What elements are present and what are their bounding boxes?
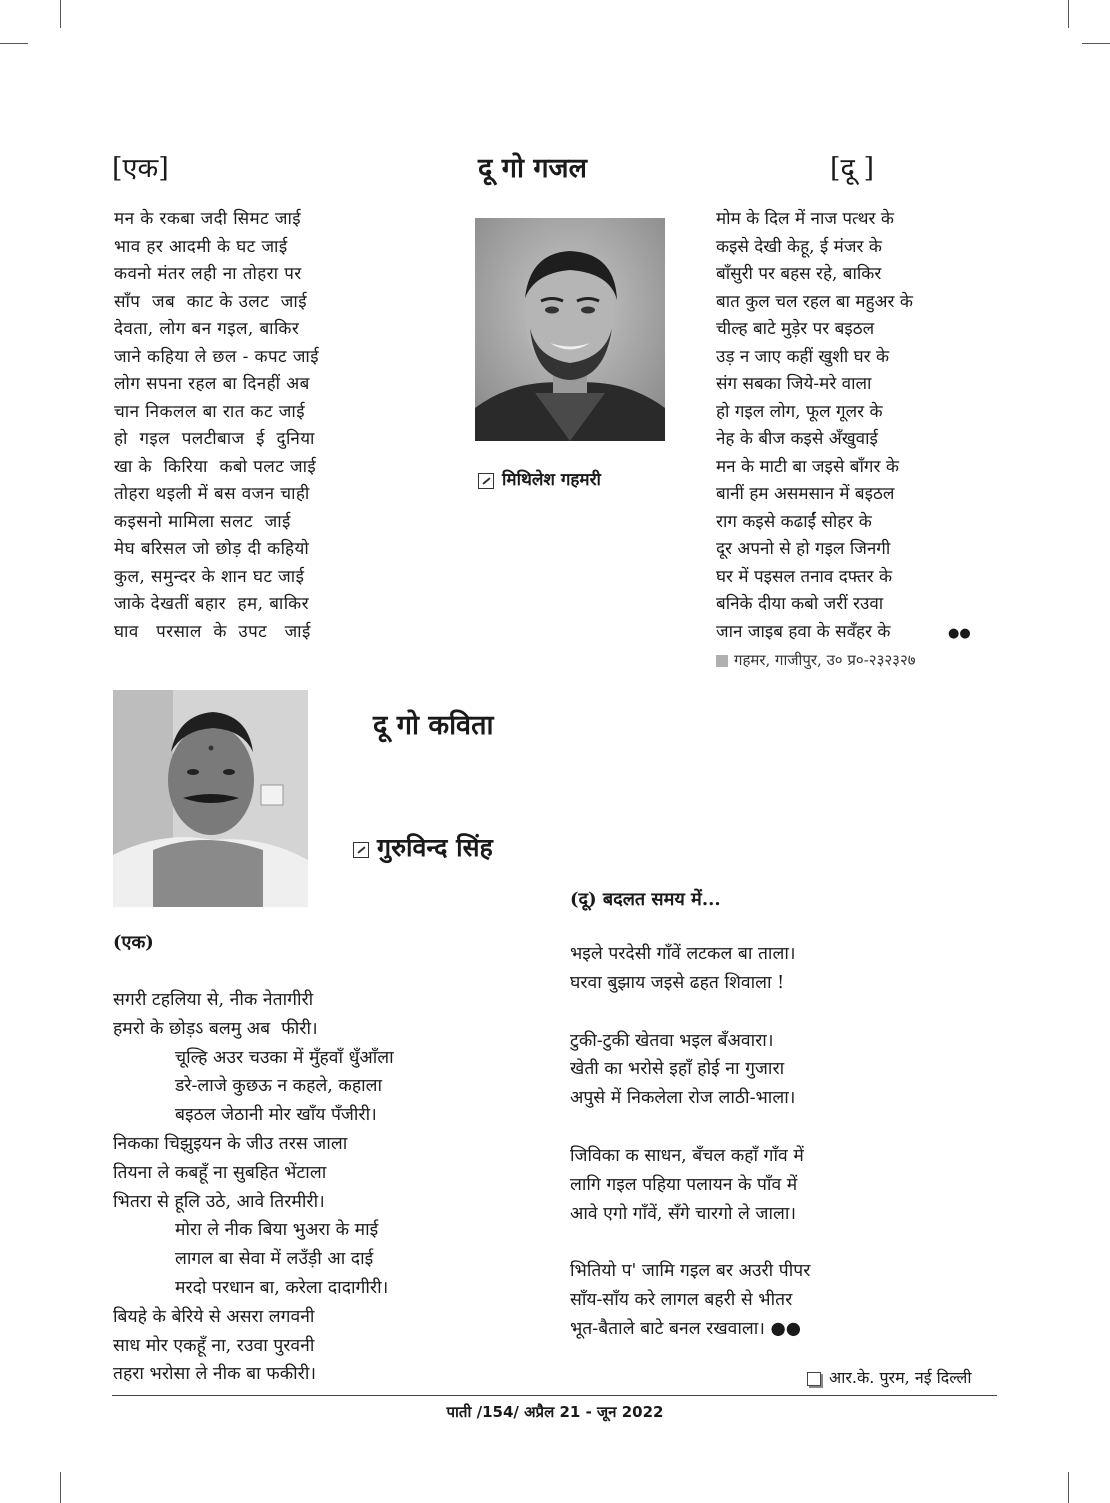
poem-line: जाके देखतीं बहार हम, बाकिर <box>114 594 309 614</box>
ghazal-author-byline <box>478 467 601 490</box>
poem-line: डरे-लाजे कुछऊ न कहले, कहाला <box>175 1076 383 1097</box>
poem-line: मेघ बरिसल जो छोड़ दी कहियो <box>114 539 310 559</box>
poem-line: कवनो मंतर लही ना तोहरा पर <box>114 264 302 284</box>
poem-line: सगरी टहलिया से, नीक नेतागीरी <box>113 990 314 1010</box>
poem-line: चूल्हि अउर चउका में मुँहवाँ धुँआँला <box>175 1047 394 1068</box>
kavita-one <box>113 986 394 1389</box>
portrait-image <box>475 218 665 441</box>
poem-line: भितरा से हूलि उठे, आवे तिरमीरी। <box>113 1191 325 1212</box>
poem-line: भूत-बैताले बाटे बनल रखवाला। ●● <box>570 1318 802 1339</box>
poem-line: उड़ न जाए कहीं खुशी घर के <box>716 346 890 367</box>
poem-line: भितियो प' जामि गइल बर अउरी पीपर <box>570 1261 811 1282</box>
poem-line: बियहे के बेरिये से असरा लगवनी <box>113 1306 315 1327</box>
kavita-two-heading: (दू) बदलत समय में... <box>570 889 721 910</box>
kavita-address <box>807 1366 971 1388</box>
poem-line: जाने कहिया ले छल - कपट जाई <box>114 346 319 367</box>
poem-line: दूर अपनो से हो गइल जिनगी <box>716 539 891 559</box>
page-footer: पाती /154/ अप्रैल 21 - जून 2022 <box>446 1403 664 1421</box>
poem-line: मन के रकबा जदी सिमट जाई <box>114 209 302 229</box>
portrait-image <box>113 690 308 907</box>
poem-line: लागल बा सेवा में लउँड़ी आ दाई <box>175 1249 374 1270</box>
poem-line: तोहरा थइली में बस वजन चाही <box>114 484 310 504</box>
poem-line: घर में पइसल तनाव दफ्तर के <box>716 566 893 587</box>
poem-line: भाव हर आदमी के घट जाई <box>114 236 288 257</box>
poem-line: चान निकलल बा रात कट जाई <box>114 401 305 422</box>
poem-line: आवे एगो गाँवें, सँगे चारगो ले जाला। <box>570 1203 797 1224</box>
poem-line: मोम के दिल में नाज पत्थर के <box>716 209 894 229</box>
poem-line: मन के माटी बा जइसे बाँगर के <box>716 456 899 477</box>
poem-line: हो गइल लोग, फूल गूलर के <box>716 401 883 422</box>
poem-line: साध मोर एकहूँ ना, रउवा पुरवनी <box>113 1335 315 1356</box>
pen-icon <box>353 842 369 858</box>
author-photo-mithilesh <box>475 218 665 441</box>
poem-line: घाव परसाल के उपट जाई <box>114 621 311 642</box>
poem-line: बानीं हम असमसान में बइठल <box>716 484 895 504</box>
ghazal-two <box>716 206 913 646</box>
crop-mark <box>60 1472 61 1503</box>
crop-mark <box>0 43 28 44</box>
poem-line: चील्ह बाटे मुड़ेर पर बइठल <box>716 319 875 339</box>
poem-line: लोग सपना रहल बा दिनहीं अब <box>114 374 310 394</box>
crop-mark <box>1082 43 1110 44</box>
poem-line: हमरो के छोड़ऽ बलमु अब फीरी। <box>113 1018 318 1039</box>
poem-line: लागि गइल पहिया पलायन के पाँव में <box>570 1174 798 1195</box>
ghazal-two-heading: [दू ] <box>830 153 874 184</box>
poem-line: मोरा ले नीक बिया भुअरा के माई <box>175 1220 379 1241</box>
poem-line: साँप जब काट के उलट जाई <box>114 291 307 312</box>
kavita-address-text: आर.के. पुरम, नई दिल्ली <box>829 1368 972 1387</box>
poem-line: कइसे देखी केहू, ई मंजर के <box>716 236 882 257</box>
kavita-author-name: गुरुविन्द सिंह <box>377 833 493 862</box>
ghazal-address-text: गहमर, गाजीपुर, उ० प्र०-२३२३२७ <box>734 651 916 669</box>
poem-line: हो गइल पलटीबाज ई दुनिया <box>114 429 315 449</box>
crop-mark <box>1068 0 1069 28</box>
poem-line: राग कइसे कढाईं सोहर के <box>716 511 872 532</box>
poem-line: जिविका क साधन, बँचल कहाँ गाँव में <box>570 1145 804 1166</box>
ghazal-author-name: मिथिलेश गहमरी <box>502 470 601 490</box>
poem-line: बनिके दीया कबो जरीं रउवा <box>716 594 884 614</box>
poem-line: कइसनो मामिला सलट जाई <box>114 511 291 532</box>
bullet-square-icon <box>807 1372 821 1386</box>
poem-line: घरवा बुझाय जइसे ढहत शिवाला ! <box>570 972 785 993</box>
poem-line: खा के किरिया कबो पलट जाई <box>114 456 317 477</box>
poem-line: तहरा भरोसा ले नीक बा फकीरी। <box>113 1364 316 1385</box>
poem-line: बात कुल चल रहल बा महुअर के <box>716 291 913 312</box>
pen-icon <box>478 473 494 489</box>
poem-line: बइठल जेठानी मोर खाँय पँजीरी। <box>175 1105 377 1126</box>
author-photo-gurvind <box>113 690 308 907</box>
crop-mark <box>60 0 61 28</box>
poem-line: जान जाइब हवा के सवँहर के <box>716 621 891 642</box>
kavita-two <box>570 940 810 1344</box>
poem-line: तियना ले कबहूँ ना सुबहित भेंटाला <box>113 1162 327 1183</box>
end-mark: ●● <box>948 626 971 641</box>
poem-line: भइले परदेसी गाँवें लटकल बा ताला। <box>570 944 796 964</box>
kavita-one-heading: (एक) <box>113 932 154 953</box>
poem-line: बाँसुरी पर बहस रहे, बाकिर <box>716 264 882 284</box>
ghazal-one-heading: [एक] <box>112 153 169 184</box>
crop-mark <box>1068 1472 1069 1503</box>
kavita-title: दू गो कविता <box>373 710 494 741</box>
poem-line: साँय-साँय करे लागल बहरी से भीतर <box>570 1290 793 1311</box>
ghazal-title: दू गो गजल <box>478 153 587 184</box>
poem-line: नेह के बीज कइसे अँखुवाई <box>716 429 878 449</box>
footer-divider <box>112 1395 997 1396</box>
poem-line: संग सबका जिये-मरे वाला <box>716 374 872 394</box>
ghazal-one <box>114 206 319 646</box>
poem-line: मरदो परधान बा, करेला दादागीरी। <box>175 1277 389 1298</box>
poem-line: खेती का भरोसे इहाँ होई ना गुजारा <box>570 1059 785 1080</box>
ghazal-address <box>716 650 916 670</box>
kavita-author-byline <box>353 830 493 864</box>
bullet-square-icon <box>716 655 728 667</box>
poem-line: निकका चिझुइयन के जीउ तरस जाला <box>113 1133 348 1154</box>
poem-line: कुल, समुन्दर के शान घट जाई <box>114 566 305 587</box>
poem-line: अपुसे में निकलेला रोज लाठी-भाला। <box>570 1088 796 1109</box>
poem-line: टुकी-टुकी खेतवा भइल बँअवारा। <box>570 1030 774 1051</box>
poem-line: देवता, लोग बन गइल, बाकिर <box>114 319 300 339</box>
